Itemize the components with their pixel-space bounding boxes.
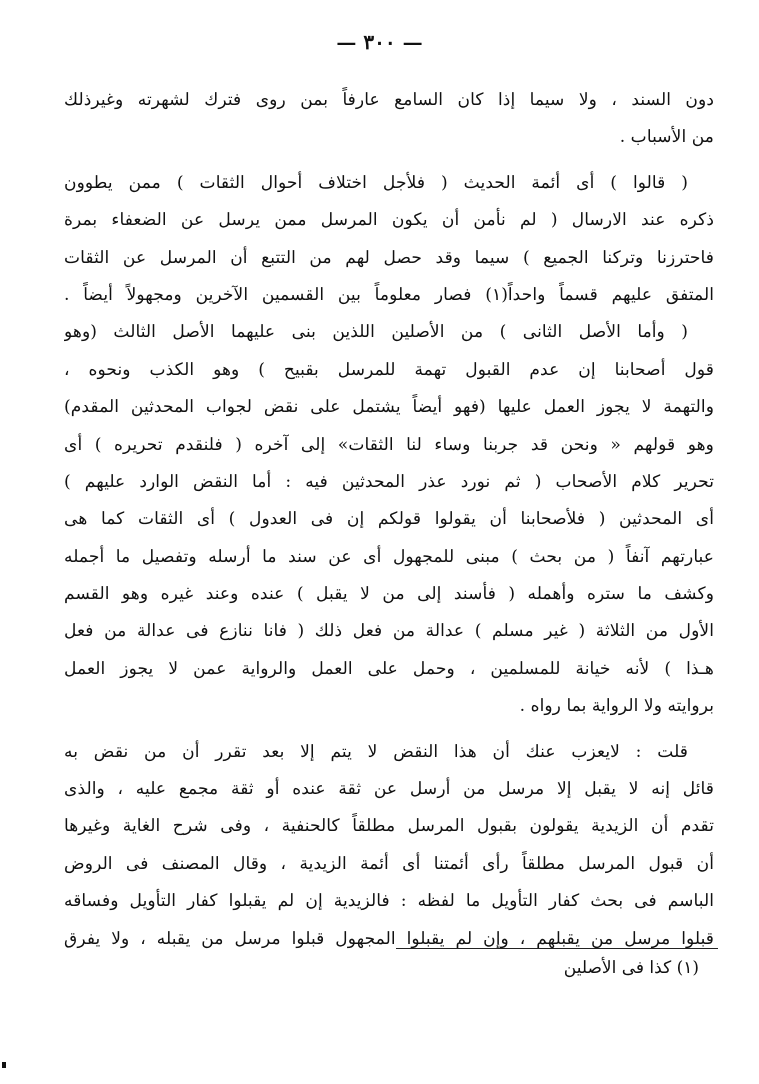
text-line: ( وأما الأصل الثانى ) من الأصلين اللذين بنى عليهما الأصل الثالث (وهو	[64, 322, 688, 343]
text-line: تقدم أن الزيدية يقولون بقبول المرسل مطلقاً كالحنفية ، وفى شرح الغاية وغيرها	[64, 816, 714, 837]
text-line: أن قبول المرسل مطلقاً رأى أئمتنا أى أئمة الزيدية ، وقال المصنف فى الروض	[64, 853, 714, 874]
text-line: أى المحدثين ( فلأصحابنا أن يقولوا قولكم إن فى العدول ) أى الثقات كما هى	[64, 509, 714, 530]
text-line: قبلوا مرسل من يقبلهم ، وإن لم يقبلوا المجهول قبلوا مرسل من يقبله ، ولا يفرق	[64, 928, 714, 949]
text-line: وكشف ما ستره وأهمله ( فأسند إلى من لا يقبل ) عنده وعند غيره وهو القسم	[64, 584, 714, 605]
text-line: ( قالوا ) أى أئمة الحديث ( فلأجل اختلاف أحوال الثقات ) ممن يطوون	[64, 172, 688, 193]
text-line: ذكره عند الارسال ( لم نأمن أن يكون المرسل ممن يرسل عن الضعفاء بمرة	[64, 210, 714, 231]
paragraph-gap	[64, 726, 714, 734]
text-line: من الأسباب .	[619, 127, 714, 148]
text-line: والتهمة لا يجوز العمل عليها (فهو أيضاً يشتمل على نقض لجواب المحدثين المقدم)	[64, 397, 714, 418]
text-line: وهو قولهم « ونحن قد جربنا وساء لنا الثقات» إلى آخره ( فلنقدم تحريره ) أى	[64, 434, 714, 455]
text-line: الباسم فى بحث كفار التأويل ما لفظه : فالزيدية إن لم يقبلوا كفار التأويل وفساقه	[64, 891, 714, 912]
text-line: المتفق عليهم قسماً واحداً(١) فصار معلوماً بين القسمين الآخرين ومجهولاً أيضاً .	[64, 284, 714, 305]
body-text	[64, 82, 714, 958]
text-line: قائل إنه لا يقبل إلا مرسل من أرسل عن ثقة عنده أو ثقة مجمع عليه ، والذى	[64, 779, 714, 800]
text-line: قلت : لايعزب عنك أن هذا النقض لا يتم إلا بعد تقرر أن من نقض به	[64, 741, 688, 762]
page-number: — ٣٠٠ —	[336, 30, 423, 54]
text-line: عبارتهم آنفاً ( من بحث ) مبنى للمجهول أى عن سند ما أرسله وتفصيل ما أجمله	[64, 546, 714, 567]
text-line: بروايته ولا الرواية بما رواه .	[519, 696, 714, 717]
text-line: تحرير كلام الأصحاب ( ثم نورد عذر المحدثين فيه : أما النقض الوارد عليهم )	[64, 471, 714, 492]
footnote-divider	[396, 948, 718, 949]
text-line: قول أصحابنا إن عدم القبول تهمة للمرسل بقبيح ) وهو الكذب ونحوه ،	[64, 359, 714, 380]
text-line: الأول من الثلاثة ( غير مسلم ) عدالة من فعل ذلك ( فانا ننازع فى عدالة من فعل	[64, 621, 714, 642]
text-line: فاحترزنا وتركنا الجميع ) سيما وقد حصل لهم من التتبع أن المرسل عن الثقات	[64, 247, 714, 268]
scan-edge-mark	[2, 1062, 6, 1068]
text-line: هـذا ) لأنه خيانة للمسلمين ، وحمل على العمل والرواية عمن لا يجوز العمل	[64, 658, 714, 679]
text-line: دون السند ، ولا سيما إذا كان السامع عارفاً بمن روى فترك لشهرته وغيرذلك	[64, 90, 714, 110]
footnote: (١) كذا فى الأصلين	[563, 958, 699, 978]
paragraph-gap	[64, 157, 714, 165]
